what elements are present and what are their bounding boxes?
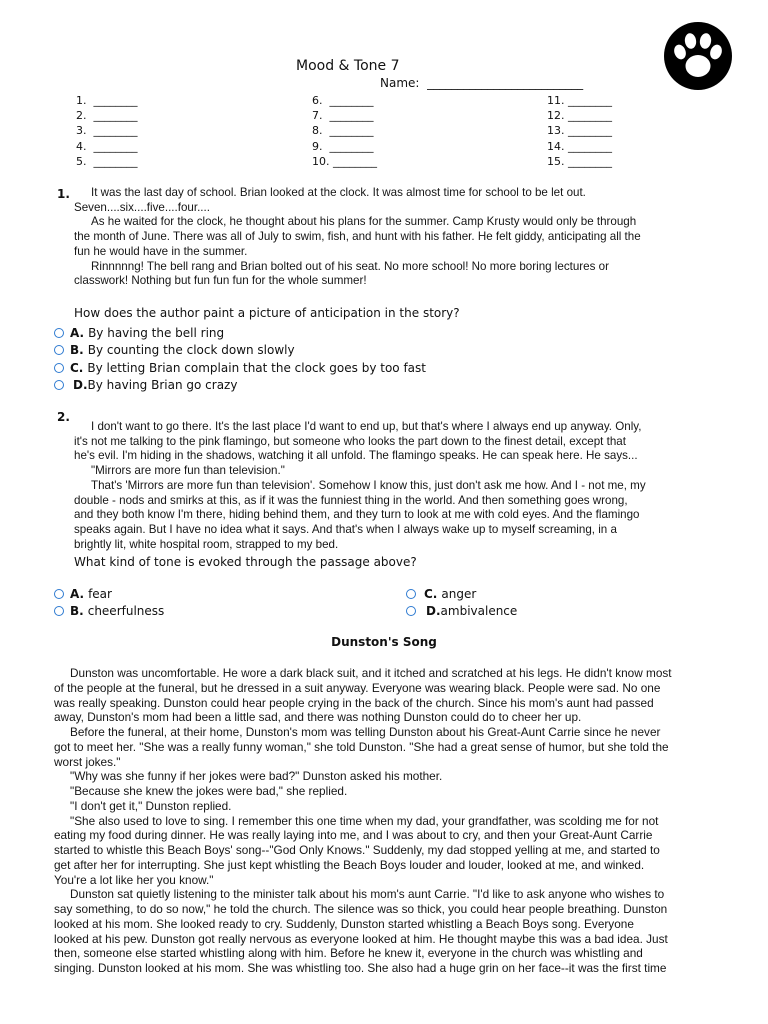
worksheet-title: Mood & Tone 7: [296, 58, 400, 74]
answer-blank: 1. ________: [76, 94, 138, 107]
radio-button[interactable]: [54, 363, 64, 373]
option-b[interactable]: [54, 342, 426, 360]
answer-blank: 3. ________: [76, 124, 138, 138]
option-text: By having Brian go crazy: [87, 378, 238, 393]
answer-blank: 9. ________: [312, 139, 374, 153]
option-text: fear: [88, 586, 112, 601]
passage-line: fun he would have in the summer.: [74, 244, 248, 258]
option-b[interactable]: [54, 603, 164, 621]
passage-line: double - nods and smirks at this, as if it was the funniest thing in the world. And then something goes wrong,: [74, 493, 628, 507]
option-letter: D.: [73, 378, 88, 393]
passage-line: he's evil. I'm hiding in the shadows, watching it all unfold. The flamingo speaks. He can speak here. He says...: [74, 449, 638, 463]
story-line: started to whistle this Beach Boys' song--"God Only Knows." Suddenly, my dad stopped yelling at me, and started to: [54, 843, 660, 857]
option-text: By having the bell ring: [88, 325, 225, 340]
paw-print-icon: [664, 22, 732, 90]
option-text: By letting Brian complain that the clock goes by too fast: [87, 360, 426, 375]
answer-options-1: [54, 324, 426, 394]
story-line: "She also used to love to sing. I remember this one time when my dad, your grandfather, was scolding me for not: [70, 813, 659, 828]
answer-column-1: [76, 93, 138, 169]
story-line: You're a lot like her you know.": [54, 872, 214, 887]
answer-blank: 12. ________: [547, 109, 612, 123]
option-text: anger: [441, 586, 477, 601]
option-letter: B.: [70, 343, 84, 358]
story-line: of the people at the funeral, but he dressed in a suit anyway. Everyone was wearing black. People were sad. No one: [54, 680, 661, 695]
story-title: Dunston's Song: [331, 635, 437, 649]
passage-2: [74, 420, 646, 552]
answer-column-3: [547, 93, 612, 169]
answer-blank: 15. ________: [547, 154, 612, 168]
answer-blank: 11. ________: [547, 94, 612, 107]
passage-line: I don't want to go there. It's the last place I'd want to end up, but that's where I always end up anyway. Only,: [91, 420, 642, 433]
story-line: away, Dunston's mom had been a little sad, and there was nothing Dunston could do to cheer her up.: [54, 710, 582, 725]
passage-1: [74, 186, 641, 289]
radio-button[interactable]: [54, 328, 64, 338]
story-line: looked at his mom. She looked ready to cry. Suddenly, Dunston started whistling a Beach Boys song. Everyone: [54, 916, 634, 931]
question-prompt: What kind of tone is evoked through the passage above?: [74, 555, 417, 569]
name-blank: __________________________: [427, 76, 584, 90]
name-field: [380, 76, 583, 90]
answer-blank: 2. ________: [76, 109, 138, 123]
passage-line: It was the last day of school. Brian looked at the clock. It was almost time for school to be let out.: [91, 186, 586, 199]
radio-button[interactable]: [54, 380, 64, 390]
radio-button[interactable]: [406, 606, 416, 616]
option-text: By counting the clock down slowly: [87, 343, 295, 358]
option-text: ambivalence: [440, 604, 518, 619]
passage-line: That's 'Mirrors are more fun than television'. Somehow I know this, just don't ask me how. And I - not me, my: [91, 478, 646, 492]
option-letter: C.: [424, 586, 438, 601]
option-letter: D.: [426, 604, 441, 619]
story-line: get after her for interrupting. She just kept whistling the Beach Boys louder and louder, looked at me, and winked.: [54, 857, 645, 872]
answer-options-2-left: [54, 585, 164, 620]
passage-line: Seven....six....five....four....: [74, 200, 210, 214]
name-label: Name:: [380, 76, 420, 90]
passage-line: brightly lit, white hospital room, strapped to my bed.: [74, 537, 339, 551]
story-line: got to meet her. "She was a really funny woman," she told Dunston. "She had a great sense of humor, but she told the: [54, 739, 669, 754]
passage-line: classwork! Nothing but fun fun fun for the whole summer!: [74, 274, 367, 288]
option-d[interactable]: [406, 603, 517, 621]
story-line: singing. Dunston looked at his mom. She was whistling too. She also had a huge grin on her face--it was the first time: [54, 961, 667, 975]
story-line: looked at his pew. Dunston got really nervous as everyone looked at him. He thought maybe this was a bad idea. Just: [54, 931, 668, 946]
answer-blank: 8. ________: [312, 124, 374, 138]
story-line: was really speaking. Dunston could hear people crying in the back of the church. Since his mom's aunt had passed: [54, 695, 654, 710]
answer-blank: 7. ________: [312, 109, 374, 123]
answer-blank: 14. ________: [547, 139, 612, 153]
passage-line: As he waited for the clock, he thought about his plans for the summer. Camp Krusty would only be through: [91, 215, 637, 229]
option-c[interactable]: [406, 585, 517, 603]
option-letter: B.: [70, 604, 84, 619]
answer-blank: 13. ________: [547, 124, 612, 138]
option-c[interactable]: [54, 359, 426, 377]
story-line: Dunston was uncomfortable. He wore a dark black suit, and it itched and scratched at his legs. He didn't know most: [70, 666, 672, 680]
answer-blank: 6. ________: [312, 94, 374, 107]
question-number: 1.: [57, 187, 70, 201]
story-line: "I don't get it," Dunston replied.: [70, 798, 232, 813]
story-line: worst jokes.": [54, 754, 121, 769]
radio-button[interactable]: [54, 345, 64, 355]
option-d[interactable]: [54, 377, 426, 395]
option-letter: A.: [70, 586, 85, 601]
answer-blank: 10. ________: [312, 154, 377, 168]
story-line: Before the funeral, at their home, Dunston's mom was telling Dunston about his Great-Aunt Carrie since he never: [70, 725, 661, 739]
answer-column-2: [312, 93, 377, 169]
story-line: say something, to do so now," he told the church. The silence was so thick, you could hear people breathing. Dunston: [54, 902, 668, 916]
story-line: "Because she knew the jokes were bad," she replied.: [70, 784, 348, 798]
passage-line: speaks again. But I have no idea what it says. And that's when I always wake up to myself screaming, in a: [74, 522, 617, 536]
option-letter: A.: [70, 325, 85, 340]
passage-line: it's not me talking to the pink flamingo, but someone who looks the part down to the finest detail, except that: [74, 434, 626, 448]
answer-blank: 4. ________: [76, 139, 138, 153]
story-line: then, someone else started whistling along with him. Before he knew it, everyone in the church was whistling and: [54, 946, 643, 961]
question-number: 2.: [57, 410, 70, 424]
option-letter: C.: [70, 360, 84, 375]
passage-line: "Mirrors are more fun than television.": [91, 464, 285, 478]
story-line: Dunston sat quietly listening to the minister talk about his mom's aunt Carrie. "I'd like to ask anyone who wishes to: [70, 887, 665, 902]
story-text: [54, 666, 716, 976]
question-prompt: How does the author paint a picture of anticipation in the story?: [74, 306, 460, 320]
answer-options-2-right: [406, 585, 517, 620]
option-a[interactable]: [54, 324, 426, 342]
radio-button[interactable]: [406, 589, 416, 599]
story-line: eating my food during dinner. He was really laying into me, and I was about to cry, and then your Great-Aunt Carrie: [54, 828, 653, 843]
option-text: cheerfulness: [87, 604, 165, 619]
passage-line: Rinnnnng! The bell rang and Brian bolted out of his seat. No more school! No more boring lectures or: [91, 259, 609, 273]
answer-blank: 5. ________: [76, 154, 138, 168]
story-line: "Why was she funny if her jokes were bad?" Dunston asked his mother.: [70, 769, 443, 784]
option-a[interactable]: [54, 585, 164, 603]
passage-line: the month of June. There was all of July to swim, fish, and hunt with his father. He felt giddy, anticipating all the: [74, 230, 641, 244]
radio-button[interactable]: [54, 589, 64, 599]
passage-line: and they both know I'm there, hiding behind them, and they turn to look at me with cold eyes. And the flamingo: [74, 508, 640, 522]
radio-button[interactable]: [54, 606, 64, 616]
